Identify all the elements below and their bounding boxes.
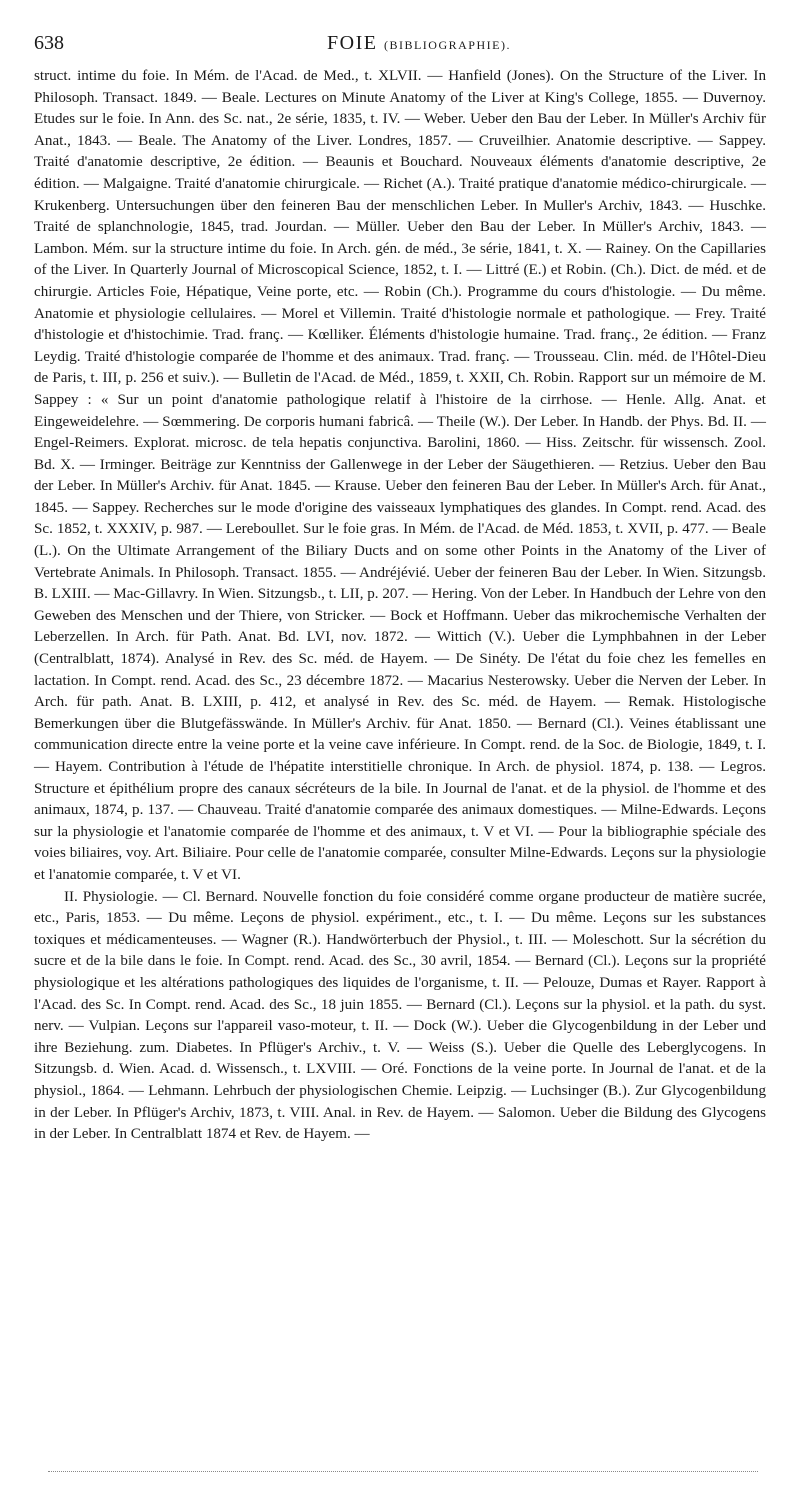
running-title xyxy=(34,32,764,55)
running-title-main: FOIE xyxy=(327,32,378,54)
bottom-rule xyxy=(48,1471,758,1472)
running-title-sub: (BIBLIOGRAPHIE). xyxy=(383,38,511,52)
page-number: 638 xyxy=(34,32,64,54)
page-header xyxy=(34,32,764,62)
bibliography-text xyxy=(34,66,766,1146)
paragraph-anatomy: struct. intime du foie. In Mém. de l'Acad. de Med., t. XLVII. — Hanfield (Jones). On the Structure of the Liver. In Philosoph. Transact. 1849. — Beale. Lectures on Minute Anatomy of the Liver at King's College, 1855. — Duvernoy. Etudes sur le foie. In Ann. des Sc. nat., 2e série, 1835, t. IV. — Weber. Ueber den Bau der Leber. In Müller's Archiv für Anat., 1843. — Beale. The Anatomy of the Liver. Londres, 1857. — Cruveilhier. Anatomie descriptive. — Sappey. Traité d'anatomie descriptive, 2e édition. — Beaunis et Bouchard. Nouveaux éléments d'anatomie descriptive, 2e édition. — Malgaigne. Traité d'anatomie chirurgicale. — Richet (A.). Traité pratique d'anatomie médico-chirurgicale. — Krukenberg. Untersuchungen über den feineren Bau der menschlichen Leber. In Muller's Archiv, 1843. — Huschke. Traité de splanchnologie, 1845, trad. Jourdan. — Müller. Ueber den Bau der Leber. In Müller's Archiv, 1843. — Lambon. Mém. sur la structure intime du foie. In Arch. gén. de méd., 3e série, 1841, t. X. — Rainey. On the Capillaries of the Liver. In Quarterly Journal of Microscopical Science, 1852, t. I. — Littré (E.) et Robin. (Ch.). Dict. de méd. et de chirurgie. Articles Foie, Hépatique, Veine porte, etc. — Robin (Ch.). Programme du cours d'histologie. — Du même. Anatomie et physiologie cellulaires. — Morel et Villemin. Traité d'histologie normale et pathologique. — Frey. Traité d'histologie et d'histochimie. Trad. franç. — Kœlliker. Éléments d'histologie humaine. Trad. franç., 2e édition. — Franz Leydig. Traité d'histologie comparée de l'homme et des animaux. Trad. franç. — Trousseau. Clin. méd. de l'Hôtel-Dieu de Paris, t. III, p. 256 et suiv.). — Bulletin de l'Acad. de Méd., 1859, t. XXII, Ch. Robin. Rapport sur un mémoire de M. Sappey : « Sur un point d'anatomie pathologique relatif à l'histoire de la cirrhose. — Henle. Allg. Anat. et Eingeweidelehre. — Sœmmering. De corporis humani fabricâ. — Theile (W.). Der Leber. In Handb. der Phys. Bd. II. — Engel-Reimers. Explorat. microsc. de tela hepatis conjunctiva. Barolini, 1860. — Hiss. Zeitschr. für wissensch. Zool. Bd. X. — Irminger. Beiträge zur Kenntniss der Gallenwege in der Leber der Säugethieren. — Retzius. Ueber den Bau der Leber. In Müller's Archiv. für Anat. 1845. — Krause. Ueber den feineren Bau der Leber. In Müller's Arch. für Anat., 1845. — Sappey. Recherches sur le mode d'origine des vaisseaux lymphatiques des glandes. In Compt. rend. Acad. des Sc. 1852, t. XXXIV, p. 987. — Lereboullet. Sur le foie gras. In Mém. de l'Acad. de Méd. 1853, t. XVII, p. 477. — Beale (L.). On the Ultimate Arrangement of the Biliary Ducts and on some other Points in the Anatomy of the Liver of Vertebrate Animals. In Philosoph. Transact. 1855. — Andréjévié. Ueber der feineren Bau der Leber. In Wien. Sitzungsb. B. LXIII. — Mac-Gillavry. In Wien. Sitzungsb., t. LII, p. 207. — Hering. Von der Leber. In Handbuch der Lehre von den Geweben des Menschen und der Thiere, von Stricker. — Bock et Hoffmann. Ueber das mikrochemische Verhalten der Leberzellen. In Arch. für Path. Anat. Bd. LVI, nov. 1872. — Wittich (V.). Ueber die Lymphbahnen in der Leber (Centralblatt, 1874). Analysé in Rev. des Sc. méd. de Hayem. — De Sinéty. De l'état du foie chez les femelles en lactation. In Compt. rend. Acad. des Sc., 23 décembre 1872. — Macarius Nesterowsky. Ueber die Nerven der Leber. In Arch. für path. Anat. B. LXIII, p. 412, et analysé in Rev. des Sc. méd. de Hayem. — Remak. Histologische Bemerkungen über die Blutgefässwände. In Müller's Archiv. für Anat. 1850. — Bernard (Cl.). Veines établissant une communication directe entre la veine porte et la veine cave inférieure. In Compt. rend. de la Soc. de Biologie, 1849, t. I. — Hayem. Contribution à l'étude de l'hépatite interstitielle chronique. In Arch. de physiol. 1874, p. 138. — Legros. Structure et épithélium propre des canaux sécréteurs de la bile. In Journal de l'anat. et de la physiol. de l'homme et des animaux, 1874, p. 137. — Chauveau. Traité d'anatomie comparée des animaux domestiques. — Milne-Edwards. Leçons sur la physiologie et l'anatomie comparée de l'homme et des animaux, t. V et VI. — Pour la bibliographie spéciale des voies biliaires, voy. Art. Biliaire. Pour celle de l'anatomie comparée, consulter Milne-Edwards. Leçons sur la physiologie et l'anatomie comparée, t. V et VI. xyxy=(34,68,766,883)
paragraph-physiology: II. Physiologie. — Cl. Bernard. Nouvelle fonction du foie considéré comme organe producteur de matière sucrée, etc., Paris, 1853. — Du même. Leçons de physiol. expériment., etc., t. I. — Du même. Leçons sur les substances toxiques et médicamenteuses. — Wagner (R.). Handwörterbuch der Physiol., t. III. — Moleschott. Sur la sécrétion du sucre et de la bile dans le foie. In Compt. rend. Acad. des Sc., 30 avril, 1854. — Bernard (Cl.). Leçons sur la propriété physiologique et les altérations pathologiques des liquides de l'organisme, t. II. — Pelouze, Dumas et Rayer. Rapport à l'Acad. des Sc. In Compt. rend. Acad. des Sc., 18 juin 1855. — Bernard (Cl.). Leçons sur la physiol. et la path. du syst. nerv. — Vulpian. Leçons sur l'appareil vaso-moteur, t. II. — Dock (W.). Ueber die Glycogenbildung in der Leber und ihre Beziehung. zum. Diabetes. In Pflüger's Archiv., t. V. — Weiss (S.). Ueber die Quelle des Leberglycogens. In Sitzungsb. d. Wien. Acad. d. Wissensch., t. LXVIII. — Oré. Fonctions de la veine porte. In Journal de l'anat. et de la physiol., 1864. — Lehmann. Lehrbuch der physiologischen Chemie. Leipzig. — Luchsinger (B.). Zur Glycogenbildung in der Leber. In Pflüger's Archiv, 1873, t. VIII. Anal. in Rev. de Hayem. — Salomon. Ueber die Bildung des Glycogens in der Leber. In Centralblatt 1874 et Rev. de Hayem. — xyxy=(34,888,766,1143)
